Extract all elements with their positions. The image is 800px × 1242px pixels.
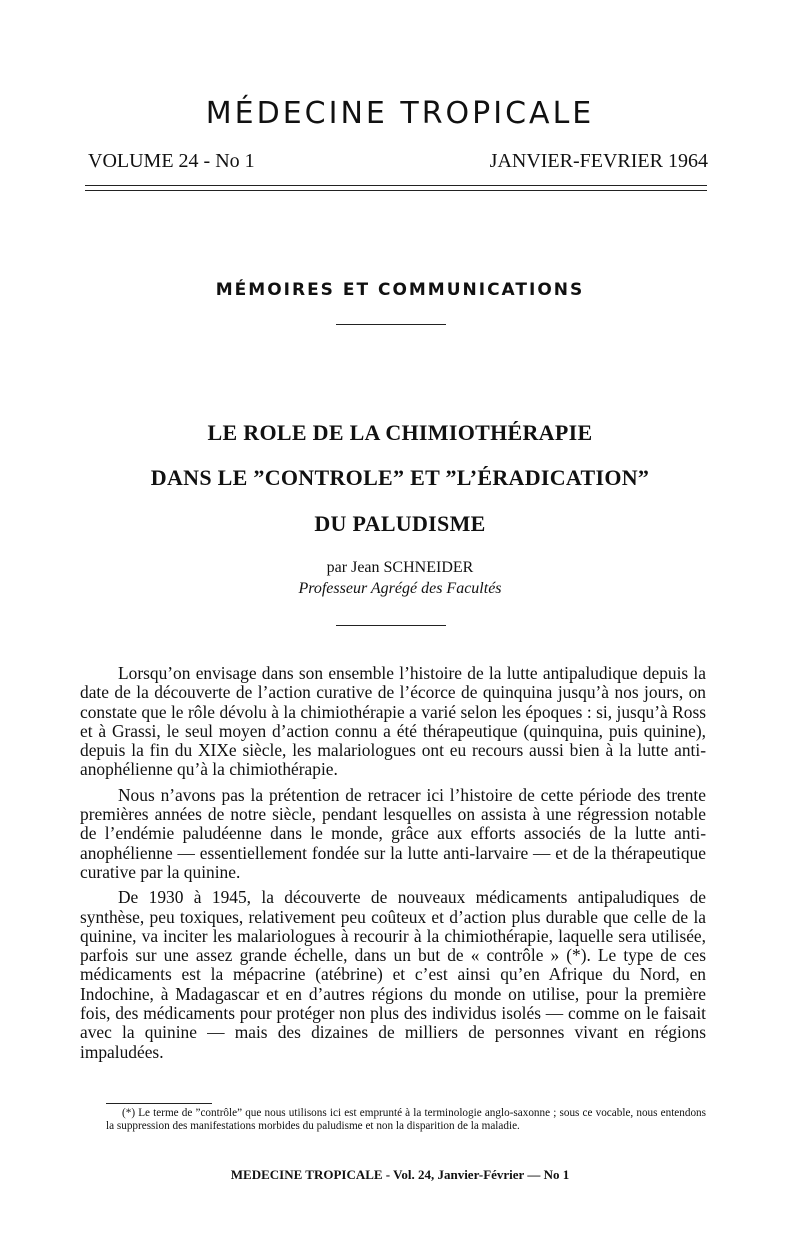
section-divider <box>336 324 446 325</box>
article-title-line-1: LE ROLE DE LA CHIMIOTHÉRAPIE <box>207 420 593 445</box>
title-divider <box>336 625 446 626</box>
section-heading: MÉMOIRES ET COMMUNICATIONS <box>215 280 585 300</box>
issue-date: JANVIER-FEVRIER 1964 <box>489 150 708 172</box>
journal-title: MÉDECINE TROPICALE <box>205 96 595 131</box>
footnote-rule <box>106 1103 212 1104</box>
footnote: (*) Le terme de ”contrôle” que nous utilisons ici est emprunté à la terminologie anglo-saxonne ; sous ce vocable, nous entendons la suppression des manifestations morbides du paludisme et non la disparition de la maladie. <box>106 1107 706 1132</box>
header-rule-bottom <box>85 190 707 191</box>
paragraph-2: Nous n’avons pas la prétention de retracer ici l’histoire de cette période des trente premières années de notre siècle, pendant lesquelles on assista à une régression notable de l’endémie paludéenne dans le monde, grâce aux efforts associés de la lutte anti-anophélienne — essentiellement fondée sur la lutte anti-larvaire — et de la thérapeutique curative par la quinine. <box>80 784 706 882</box>
paragraph-3: De 1930 à 1945, la découverte de nouveaux médicaments antipaludiques de synthèse, peu toxiques, relativement peu coûteux et d’action plus durable que celle de la quinine, va inciter les malariologues à recourir à la chimiothérapie, laquelle sera utilisée, parfois sur une assez grande échelle, dans un but de « contrôle » (*). Le type de ces médicaments est la mépacrine (atébrine) et c’est ainsi qu’en Afrique du Nord, en Indochine, à Madagascar et en d’autres régions du monde on utilise, pour la première fois, des médicaments pour protéger non plus des individus isolés — comme on le faisait avec la quinine — mais des dizaines de milliers de personnes vivant en régions impaludées. <box>80 887 706 1062</box>
paragraph-1: Lorsqu’on envisage dans son ensemble l’histoire de la lutte antipaludique depuis la date de la découverte de l’action curative de l’écorce de quinquina jusqu’à nos jours, on constate que le rôle dévolu à la chimiothérapie a varié selon les époques : si, jusqu’à Ross et à Grassi, le seul moyen d’action connu a été thérapeutique (quinquina, puis quinine), depuis la fin du XIXe siècle, les malariologues ont eu recours aussi bien à la lutte anti-anophélienne qu’à la chimiothérapie. <box>80 663 706 780</box>
volume-number: VOLUME 24 - No 1 <box>88 150 255 172</box>
header-rule-top <box>85 185 707 186</box>
article-title-line-2: DANS LE ”CONTROLE” ET ”L’ÉRADICATION” <box>150 465 650 490</box>
article-title-line-3: DU PALUDISME <box>314 511 486 536</box>
page-footer: MEDECINE TROPICALE - Vol. 24, Janvier-Février — No 1 <box>230 1167 570 1182</box>
article-body <box>80 664 706 1068</box>
author-affiliation: Professeur Agrégé des Facultés <box>298 580 502 597</box>
author-byline: par Jean SCHNEIDER <box>326 559 474 576</box>
